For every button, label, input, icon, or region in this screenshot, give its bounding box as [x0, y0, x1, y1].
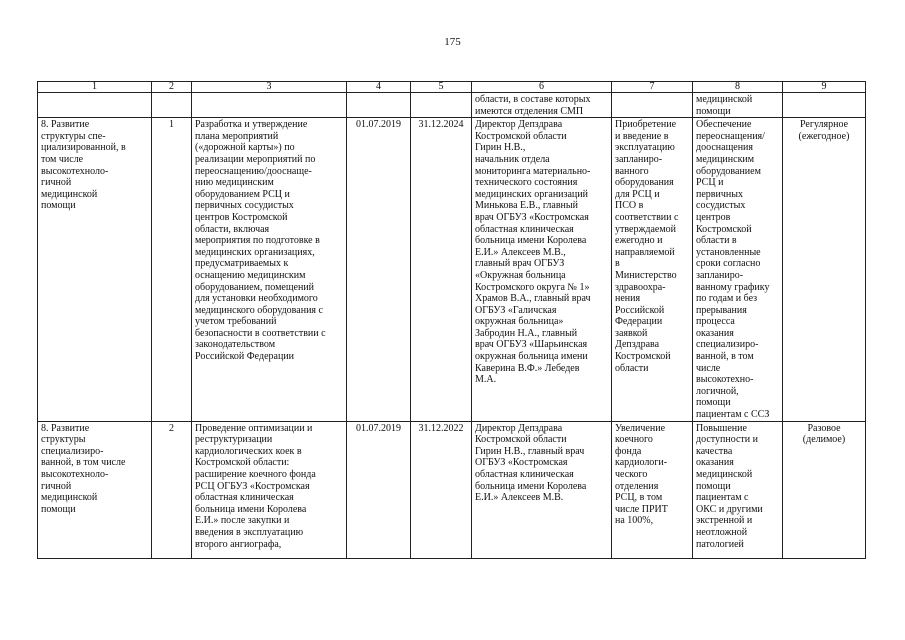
cell-line: пациентам с ССЗ	[696, 409, 770, 421]
cell-line: 8. Развитие	[41, 422, 90, 434]
header-col-9: 9	[783, 82, 866, 93]
cell-line: направляемой	[615, 246, 675, 258]
cell-line: структуры спе-	[41, 130, 106, 142]
cell-line: Е.И.» Алексеев М.В.	[475, 492, 564, 504]
table-row	[38, 421, 866, 558]
row1-effect	[693, 118, 783, 421]
cell-line: неотложной	[696, 526, 748, 538]
cell-line: Депздрава	[615, 339, 660, 351]
cell-line: помощи	[696, 397, 731, 409]
cell-line: и введение в	[615, 130, 669, 142]
cell-line: области в	[696, 235, 737, 247]
row1-result	[612, 118, 693, 421]
row1-periodicity	[783, 118, 866, 421]
continuation-cell-8	[693, 93, 783, 118]
cell-line: Костромской области	[475, 130, 567, 142]
cell-line: Федерации	[615, 316, 663, 328]
cell-line: запланиро-	[696, 269, 744, 281]
header-col-7: 7	[612, 82, 693, 93]
cell-line: предусматриваемых к	[195, 258, 289, 270]
cell-line: плана мероприятий	[195, 130, 279, 142]
cell-line: специализиро-	[696, 339, 759, 351]
cell-line: Каверина В.Ф.» Лебедев	[475, 362, 580, 374]
cell-line: оборудованием	[696, 165, 761, 177]
cell-line: реструктуризации	[195, 434, 273, 446]
cell-line: Гирин Н.В.,	[475, 142, 526, 154]
row2-responsible	[472, 421, 612, 558]
cell-line: в	[615, 258, 620, 270]
row2-end-date: 31.12.2022	[411, 421, 472, 558]
cell-line: дооснащения	[696, 142, 754, 154]
cell-line: ПСО в	[615, 200, 644, 212]
cell-line: Увеличение	[615, 422, 666, 434]
cell-line: окружная больница»	[475, 316, 564, 328]
cell-line: врач ОГБУЗ «Костромская	[475, 211, 589, 223]
cell-line: качества	[696, 445, 733, 457]
cell-line: Костромской	[615, 351, 671, 363]
continuation-cell-5	[411, 93, 472, 118]
cell-line: больница имени Королева	[475, 235, 587, 247]
cell-line: РСЦ ОГБУЗ «Костромская	[195, 480, 310, 492]
cell-line: Храмов В.А., главный врач	[475, 293, 591, 305]
cell-line: Повышение	[696, 422, 747, 434]
cell-line: области, включая	[195, 223, 270, 235]
cell-line: структуры	[41, 434, 86, 446]
row1-number: 1	[152, 118, 192, 421]
cell-line: ОГБУЗ «Костромская	[475, 457, 568, 469]
cell-line: (делимое)	[802, 434, 846, 446]
row2-number: 2	[152, 421, 192, 558]
cell-line: сосудистых	[696, 200, 746, 212]
cell-line: прерывания	[696, 304, 747, 316]
header-row	[38, 82, 866, 93]
continuation-cell-9	[783, 93, 866, 118]
cell-line: начальник отдела	[475, 153, 550, 165]
cell-line: для РСЦ и	[615, 188, 660, 200]
cell-line: Регулярное	[799, 119, 849, 131]
cell-line: оборудованием, помещений	[195, 281, 315, 293]
continuation-row	[38, 93, 866, 118]
cell-line: Костромского округа № 1»	[475, 281, 590, 293]
header-col-2: 2	[152, 82, 192, 93]
cell-line: высокотехноло-	[41, 469, 109, 480]
cell-line: Российской Федерации	[195, 351, 295, 363]
cell-line: Костромской области:	[195, 457, 290, 469]
cell-line: второго ангиографа,	[195, 538, 282, 550]
cell-line: больница имени Королева	[195, 503, 307, 515]
row1-end-date: 31.12.2024	[411, 118, 472, 421]
row1-start-date: 01.07.2019	[347, 118, 411, 421]
cell-line: запланиро-	[615, 153, 663, 165]
cell-line: коечного	[615, 434, 653, 446]
cell-line: процесса	[696, 316, 735, 328]
row2-effect	[693, 421, 783, 558]
cell-line: Разработка и утверждение	[195, 119, 308, 131]
cell-line: областная клиническая	[195, 492, 294, 504]
cell-line: Е.И.» Алексеев М.В.,	[475, 246, 566, 258]
row2-result	[612, 421, 693, 558]
cell-line: отделения	[615, 480, 659, 492]
cell-line: области, в составе которых	[475, 94, 591, 105]
continuation-cell-3	[192, 93, 347, 118]
continuation-cell-1	[38, 93, 152, 118]
row2-section	[38, 421, 152, 558]
cell-line: области	[615, 362, 649, 374]
cell-line: Директор Депздрава	[475, 422, 563, 434]
header-col-6: 6	[472, 82, 612, 93]
cell-line: переоснащения/	[696, 130, 765, 142]
cell-line: Разовое	[807, 422, 841, 434]
cell-line: эксплуатацию	[615, 142, 675, 154]
row2-periodicity	[783, 421, 866, 558]
cell-line: на 100%,	[615, 515, 654, 527]
cell-line: медицинской	[696, 94, 753, 105]
cell-line: мониторинга материально-	[475, 165, 591, 177]
cell-line: специализиро-	[41, 445, 104, 457]
cell-line: экстренной и	[696, 515, 753, 527]
cell-line: «Окружная больница	[475, 269, 566, 281]
cell-line: Директор Депздрава	[475, 119, 563, 131]
cell-line: том числе	[41, 153, 84, 165]
cell-line: циализированной, в	[41, 142, 126, 154]
cell-line: областная клиническая	[475, 469, 574, 480]
cell-line: Костромской области	[475, 434, 567, 446]
cell-line: учетом требований	[195, 316, 277, 328]
cell-line: установленные	[696, 246, 761, 258]
cell-line: оказания	[696, 327, 734, 339]
cell-line: кардиологи-	[615, 457, 668, 469]
cell-line: Е.И.» после закупки и	[195, 515, 290, 527]
cell-line: пациентам с	[696, 492, 749, 504]
cell-line: медицинских организаций	[475, 188, 588, 200]
cell-line: ванному графику	[696, 281, 770, 293]
cell-line: медицинской	[41, 492, 98, 504]
cell-line: числе	[696, 362, 721, 374]
cell-line: Забродин Н.А., главный	[475, 327, 578, 339]
row1-section	[38, 118, 152, 421]
row1-measure	[192, 118, 347, 421]
cell-line: медицинского оборудования с	[195, 304, 323, 316]
cell-line: числе ПРИТ	[615, 503, 668, 515]
cell-line: помощи	[696, 480, 731, 492]
cell-line: доступности и	[696, 434, 758, 446]
cell-line: безопасности в соответствии с	[195, 327, 326, 339]
cell-line: РСЦ, в том	[615, 492, 663, 504]
table-row	[38, 118, 866, 421]
cell-line: Костромской	[696, 223, 752, 235]
cell-line: нию медицинским	[195, 177, 274, 189]
cell-line: ческого	[615, 469, 648, 480]
cell-line: областная клиническая	[475, 223, 574, 235]
cell-line: окружная больница имени	[475, 351, 588, 363]
cell-line: центров	[696, 211, 731, 223]
cell-line: помощи	[41, 200, 76, 212]
cell-line: технического состояния	[475, 177, 578, 189]
page-number: 175	[444, 36, 461, 48]
cell-line: помощи	[41, 503, 76, 515]
cell-line: оказания	[696, 457, 734, 469]
cell-line: ОГБУЗ «Галичская	[475, 304, 557, 316]
cell-line: медицинской	[696, 469, 753, 480]
cell-line: больница имени Королева	[475, 480, 587, 492]
cell-line: утверждаемой	[615, 223, 677, 235]
cell-line: фонда	[615, 445, 642, 457]
header-col-8: 8	[693, 82, 783, 93]
cell-line: нения	[615, 293, 641, 305]
cell-line: оборудованием РСЦ и	[195, 188, 290, 200]
cell-line: высокотехноло-	[41, 165, 109, 177]
cell-line: заявкой	[615, 327, 648, 339]
cell-line: медицинских организациях,	[195, 246, 315, 258]
cell-line: 8. Развитие	[41, 119, 90, 131]
cell-line: помощи	[696, 105, 731, 117]
cell-line: имеются отделения СМП	[475, 105, 584, 117]
cell-line: первичных сосудистых	[195, 200, 294, 212]
cell-line: Министерство	[615, 269, 677, 281]
cell-line: мероприятия по подготовке в	[195, 235, 320, 247]
cell-line: сроки согласно	[696, 258, 761, 270]
cell-line: расширение коечного фонда	[195, 469, 316, 480]
cell-line: Гирин Н.В., главный врач	[475, 445, 585, 457]
cell-line: здравоохра-	[615, 281, 666, 293]
cell-line: введения в эксплуатацию	[195, 526, 304, 538]
cell-line: медицинским	[696, 153, 755, 165]
cell-line: гичной	[41, 480, 72, 492]
cell-line: Проведение оптимизации и	[195, 422, 313, 434]
row1-responsible	[472, 118, 612, 421]
header-col-1: 1	[38, 82, 152, 93]
cell-line: ОКС и другими	[696, 503, 763, 515]
cell-line: Российской	[615, 304, 665, 316]
cell-line: Приобретение	[615, 119, 677, 131]
continuation-cell-6	[472, 93, 612, 118]
header-col-5: 5	[411, 82, 472, 93]
cell-line: Минькова Е.В., главный	[475, 200, 578, 212]
cell-line: РСЦ и	[696, 177, 724, 189]
cell-line: главный врач ОГБУЗ	[475, 258, 565, 270]
cell-line: законодательством	[195, 339, 276, 351]
cell-line: патологией	[696, 538, 744, 550]
row2-measure	[192, 421, 347, 558]
continuation-cell-2	[152, 93, 192, 118]
cell-line: высокотехно-	[696, 374, 754, 386]
continuation-cell-7	[612, 93, 693, 118]
cell-line: по годам и без	[696, 293, 758, 305]
measures-table	[37, 81, 866, 559]
cell-line: логичной,	[696, 385, 739, 397]
continuation-cell-4	[347, 93, 411, 118]
cell-line: ванного	[615, 165, 649, 177]
cell-line: соответствии с	[615, 211, 679, 223]
cell-line: М.А.	[475, 374, 497, 386]
cell-line: оборудования	[615, 177, 674, 189]
cell-line: для установки необходимого	[195, 293, 318, 305]
row2-start-date: 01.07.2019	[347, 421, 411, 558]
cell-line: ванной, в том	[696, 351, 754, 363]
header-col-4: 4	[347, 82, 411, 93]
cell-line: центров Костромской	[195, 211, 288, 223]
cell-line: первичных	[696, 188, 743, 200]
cell-line: (ежегодное)	[798, 130, 850, 142]
cell-line: оснащению медицинским	[195, 269, 306, 281]
cell-line: ванной, в том числе	[41, 457, 126, 469]
cell-line: («дорожной карты») по	[195, 142, 295, 154]
cell-line: переоснащению/дооснаще-	[195, 165, 312, 177]
cell-line: реализации мероприятий по	[195, 153, 316, 165]
cell-line: медицинской	[41, 188, 98, 200]
cell-line: Обеспечение	[696, 119, 752, 131]
cell-line: ежегодно и	[615, 235, 663, 247]
cell-line: кардиологических коек в	[195, 445, 302, 457]
cell-line: гичной	[41, 177, 72, 189]
cell-line: врач ОГБУЗ «Шарьинская	[475, 339, 588, 351]
header-col-3: 3	[192, 82, 347, 93]
